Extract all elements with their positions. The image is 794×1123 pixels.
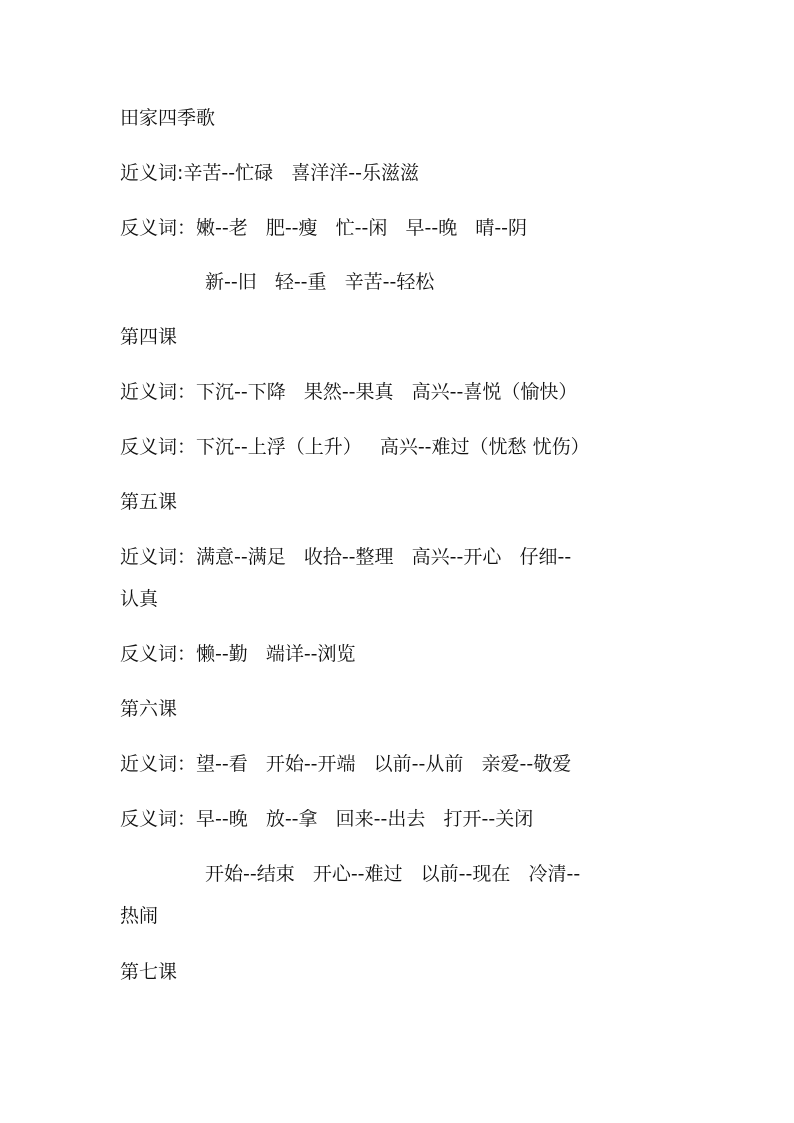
antonyms-line-5: 反义词：懒--勤 端详--浏览 bbox=[120, 643, 356, 665]
synonyms-line-tianjia: 近义词:辛苦--忙碌 喜洋洋--乐滋滋 bbox=[120, 162, 419, 184]
antonyms-line-6-1: 反义词：早--晚 放--拿 回来--出去 打开--关闭 bbox=[120, 808, 534, 830]
lesson-title-7: 第七课 bbox=[120, 961, 178, 983]
lesson-title-4: 第四课 bbox=[120, 326, 178, 348]
lesson-title-5: 第五课 bbox=[120, 491, 178, 513]
lesson-title-tianjia: 田家四季歌 bbox=[120, 107, 216, 129]
synonyms-line-5: 近义词：满意--满足 收拾--整理 高兴--开心 仔细-- bbox=[120, 546, 572, 568]
antonyms-line-6-2: 开始--结束 开心--难过 以前--现在 冷清-- bbox=[205, 863, 581, 885]
synonyms-line-6: 近义词：望--看 开始--开端 以前--从前 亲爱--敬爱 bbox=[120, 753, 572, 775]
synonyms-line-5-continued: 认真 bbox=[120, 588, 159, 610]
synonyms-line-4: 近义词：下沉--下降 果然--果真 高兴--喜悦（愉快） bbox=[120, 381, 578, 403]
lesson-title-6: 第六课 bbox=[120, 698, 178, 720]
antonyms-line-4: 反义词：下沉--上浮（上升） 高兴--难过（忧愁 忧伤） bbox=[120, 436, 590, 458]
antonyms-line-tianjia-2: 新--旧 轻--重 辛苦--轻松 bbox=[205, 271, 435, 293]
antonyms-line-tianjia-1: 反义词：嫩--老 肥--瘦 忙--闲 早--晚 晴--阴 bbox=[120, 217, 528, 239]
antonyms-line-6-continued: 热闹 bbox=[120, 905, 159, 927]
